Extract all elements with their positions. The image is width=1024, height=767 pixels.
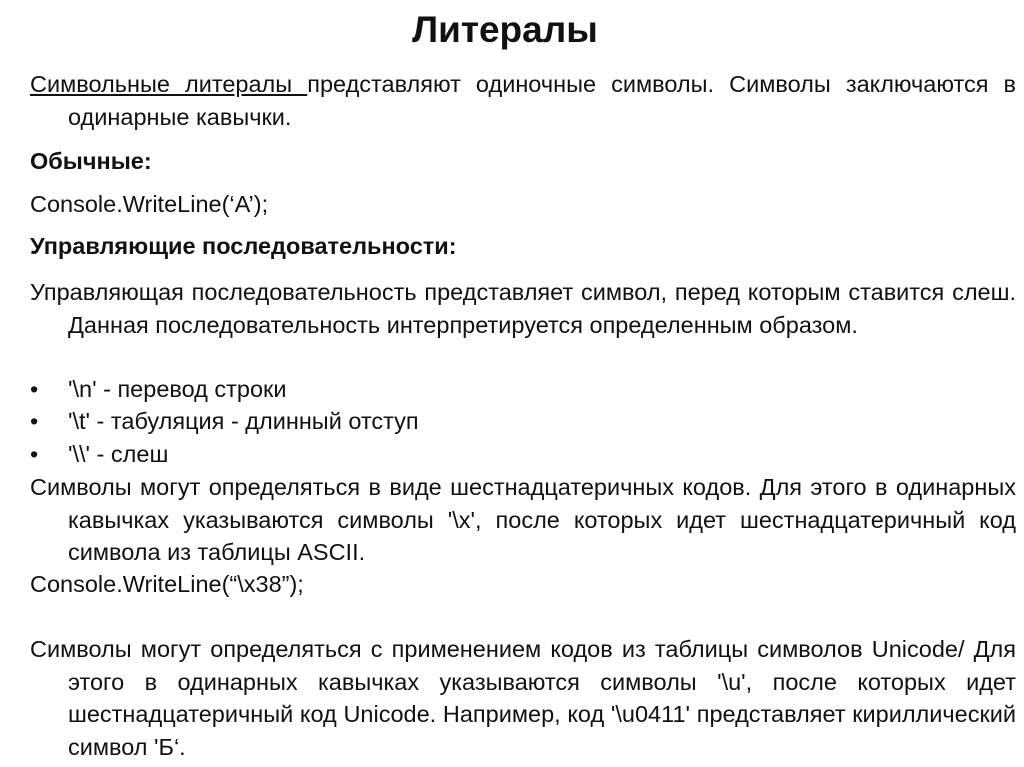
bullet-icon: • bbox=[30, 408, 39, 434]
escape-description: Управляющая последовательность представляет символ, перед которым ставится слеш. Данная последовательность интерпретируется определенным образом. bbox=[30, 279, 1016, 338]
hex-description: Символы могут определяться в виде шестнадцатеричных кодов. Для этого в одинарных кавычках указываются символы '\x', после которых идет шестнадцатеричный код символа из таблицы ASCII. bbox=[30, 474, 1016, 565]
regular-example: Console.WriteLine(‘A’); bbox=[30, 191, 269, 217]
bullet-icon: • bbox=[30, 376, 39, 402]
intro-text: представляют одиночные символы. Символы заключаются в одинарные кавычки. bbox=[68, 71, 1016, 130]
bullet-icon: • bbox=[30, 441, 39, 467]
slide-title: Литералы bbox=[412, 9, 598, 50]
regular-heading: Обычные: bbox=[30, 148, 152, 174]
list-item-text: '\n' - перевод строки bbox=[68, 376, 287, 402]
hex-example: Console.WriteLine(“\x38”); bbox=[30, 571, 304, 597]
list-item-text: '\\' - слеш bbox=[68, 441, 169, 467]
list-item-text: '\t' - табуляция - длинный отступ bbox=[68, 408, 419, 434]
intro-paragraph bbox=[30, 68, 1016, 133]
intro-term: Символьные литералы bbox=[30, 71, 308, 97]
escape-heading: Управляющие последовательности: bbox=[30, 233, 457, 259]
unicode-description: Символы могут определяться с применением кодов из таблицы символов Unicode/ Для этого в одинарных кавычках указываются символы '\u', после которых идет шестнадцатеричный код Unicode. Например, код '\u0411' представляет кириллический символ 'Б‘. bbox=[30, 636, 1016, 760]
